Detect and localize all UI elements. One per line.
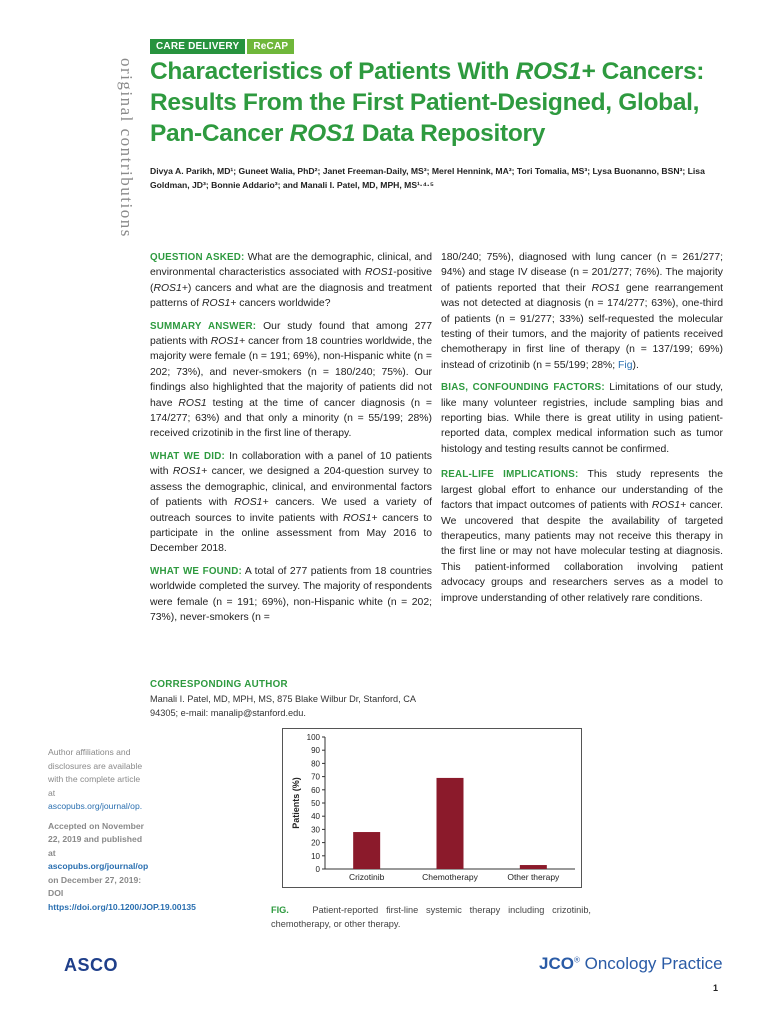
section-lead: WHAT WE DID:: [150, 450, 225, 462]
left-column: [150, 250, 432, 632]
what-we-did-paragraph: [150, 449, 432, 557]
care-delivery-badge: CARE DELIVERY: [150, 39, 245, 54]
author-list: Divya A. Parikh, MD¹; Guneet Walia, PhD²; Janet Freeman-Daily, MS³; Merel Hennink, MA³; Tori Tomalia, MS³; Lysa Buonanno, BSN³; Lisa Goldman, JD³; Bonnie Addario³; and Manali I. Patel, MD, MPH, MS¹·⁴·⁵: [150, 166, 705, 190]
text-run: ROS1: [178, 397, 207, 409]
doi-link[interactable]: https://doi.org/10.1200/JOP.19.00135: [48, 901, 196, 912]
title-part: Cancers: Results From the First Patient-Designed, Global, Pan-Cancer: [150, 58, 705, 147]
text-run: cancers to participate in the online assessment from May 2016 to December 2018.: [150, 512, 432, 555]
text-run: cancer. We uncovered that despite the availability of targeted therapeutics, many patients may not receive this therapy in the first line or may not have molecular testing at diagnosis. This patient-informed collaboration involving patient advocacy groups and researchers serves as a model to improve understanding of other relatively rare conditions.: [441, 500, 723, 604]
text-run: ROS1: [591, 282, 620, 294]
text-run: ROS1+: [343, 512, 378, 524]
figure-caption: [271, 903, 591, 931]
chart-svg: [283, 729, 583, 889]
x-tick-label: Chemotherapy: [422, 872, 478, 882]
text-run: Author affiliations and disclosures are available with the complete article at: [48, 747, 143, 798]
corresponding-author-text: Manali I. Patel, MD, MPH, MS, 875 Blake Wilbur Dr, Stanford, CA 94305; e-mail: manalip@stanford.edu.: [150, 694, 416, 718]
affiliations-note: [48, 746, 144, 814]
x-tick-label: Crizotinib: [348, 872, 385, 882]
y-tick-label: 40: [311, 812, 320, 822]
x-tick-label: Other therapy: [507, 872, 560, 882]
y-tick-label: 0: [315, 865, 320, 874]
article-title: [150, 56, 750, 149]
text-run: ).: [632, 359, 639, 371]
therapy-bar-chart: [282, 728, 582, 888]
text-run: Limitations of our study, like many volunteer registries, include sampling bias and reporting bias. While there is great utility in using patient-reported data, complex medical information such as tumor histology and testing results cannot be confirmed.: [441, 382, 723, 455]
text-run: cancer, we designed a 204-question survey to assess the demographic, clinical, and environmental factors of patients with: [150, 466, 432, 509]
fig-link[interactable]: Fig: [618, 359, 633, 371]
y-tick-label: 80: [311, 759, 320, 769]
text-run: In collaboration with a panel of 10 patients with: [150, 450, 432, 478]
text-run: ROS1+: [201, 298, 237, 310]
text-run: ROS1+: [153, 282, 188, 294]
bias-paragraph: [441, 380, 723, 457]
bar-other-therapy: [520, 865, 547, 869]
jco-wordmark: JCO: [539, 954, 574, 973]
real-life-paragraph: [441, 467, 723, 606]
asco-logo: ASCO: [64, 955, 119, 975]
section-lead: WHAT WE FOUND:: [150, 565, 242, 577]
text-run: A total of 277 patients from 18 countries worldwide completed the survey. The majority of respondents were female (n = 191; 69%), non-Hispanic white (n = 202; 73%), never-smokers (n =: [150, 565, 432, 623]
y-tick-label: 30: [311, 825, 320, 835]
text-run: gene rearrangement was not detected at diagnosis (n = 174/277; 63%), one-third of patients (n = 91/277; 33%) self-requested the molecular testing of their tumors, and the majority of patients received chemotherapy in first line of therapy (n = 137/199; 69%) instead of crizotinib (n = 55/199; 28%;: [441, 282, 723, 371]
bar-chemotherapy: [437, 778, 464, 869]
title-part: ROS1: [289, 120, 356, 147]
text-run: testing at the time of cancer diagnosis (n = 174/277; 63%) and that only a minority (n = 55/199; 28%) received crizotinib in the first line of therapy.: [150, 397, 432, 440]
text-run: What are the demographic, clinical, and environmental characteristics associated with: [150, 252, 432, 279]
side-label-text: original contributions: [117, 58, 136, 238]
text-run: ROS1+: [651, 500, 687, 512]
y-tick-label: 90: [311, 746, 320, 756]
text-run: cancer from 18 countries worldwide, the majority were female (n = 191; 69%), non-Hispanic white (n = 202; 73%), and never-smokers (n = 180/240; 75%). Our findings also highlighted that the majority of patients did not have: [150, 336, 432, 409]
registered-mark: ®: [573, 955, 580, 965]
section-lead: REAL-LIFE IMPLICATIONS:: [441, 469, 579, 481]
text-run: ROS1+: [234, 497, 269, 509]
section-lead: QUESTION ASKED:: [150, 252, 245, 263]
y-tick-label: 20: [311, 838, 320, 848]
text-run: 180/240; 75%), diagnosed with lung cancer (n = 261/277; 94%) and stage IV disease (n = 201/277; 76%). The majority of patients reported that their: [441, 252, 723, 294]
journal-link[interactable]: ascopubs.org/journal/op.: [48, 801, 143, 811]
section-lead: SUMMARY ANSWER:: [150, 320, 257, 332]
text-run: This study represents the largest global effort to enhance our understanding of the factors that impact outcomes of patients with: [441, 469, 723, 512]
journal-url-link[interactable]: ascopubs.org/journal/op: [48, 861, 149, 871]
bar-crizotinib: [353, 832, 380, 869]
text-run: ROS1+: [210, 336, 246, 348]
article-sidebar: [48, 746, 196, 914]
text-run: Accepted on November 22, 2019 and published at: [48, 820, 144, 858]
text-run: ROS1+: [172, 466, 208, 478]
y-tick-label: 10: [311, 851, 320, 861]
title-part: Data Repository: [355, 120, 546, 147]
title-part: ROS1+: [515, 58, 596, 85]
text-run: ROS1: [365, 267, 394, 279]
journal-name: [539, 954, 723, 974]
publication-note: [48, 820, 196, 915]
text-run: on December 27, 2019: DOI: [48, 874, 142, 898]
right-column: [441, 250, 723, 613]
section-badges: [150, 39, 294, 54]
what-we-found-continued: [441, 250, 723, 373]
text-run: Our study found that among 277 patients with: [150, 320, 432, 348]
caption-text: Patient-reported first-line systemic therapy including crizotinib, chemotherapy, or other therapy.: [271, 905, 591, 929]
summary-answer-paragraph: [150, 319, 432, 442]
y-axis-label: Patients (%): [291, 777, 301, 829]
question-asked-paragraph: [150, 250, 432, 312]
section-lead: BIAS, CONFOUNDING FACTORS:: [441, 382, 605, 394]
y-tick-label: 60: [311, 785, 320, 795]
text-run: cancers worldwide?: [236, 298, 331, 310]
corresponding-author-heading: CORRESPONDING AUTHOR: [150, 679, 288, 690]
side-label: [118, 58, 138, 278]
y-tick-label: 70: [311, 772, 320, 782]
text-run: cancers. We used a variety of outreach sources to invite patients with: [150, 497, 432, 524]
page-number: 1: [713, 983, 719, 993]
title-part: Characteristics of Patients With: [150, 58, 516, 85]
what-we-found-paragraph: [150, 564, 432, 626]
y-tick-label: 50: [311, 799, 320, 808]
figure-label: FIG.: [271, 905, 289, 915]
y-tick-label: 100: [306, 733, 320, 742]
journal-name-rest: Oncology Practice: [579, 954, 723, 973]
text-run: -positive (: [150, 267, 432, 294]
text-run: ) cancers and what are the diagnosis and treatment patterns of: [150, 282, 432, 310]
recap-badge: ReCAP: [247, 39, 294, 54]
